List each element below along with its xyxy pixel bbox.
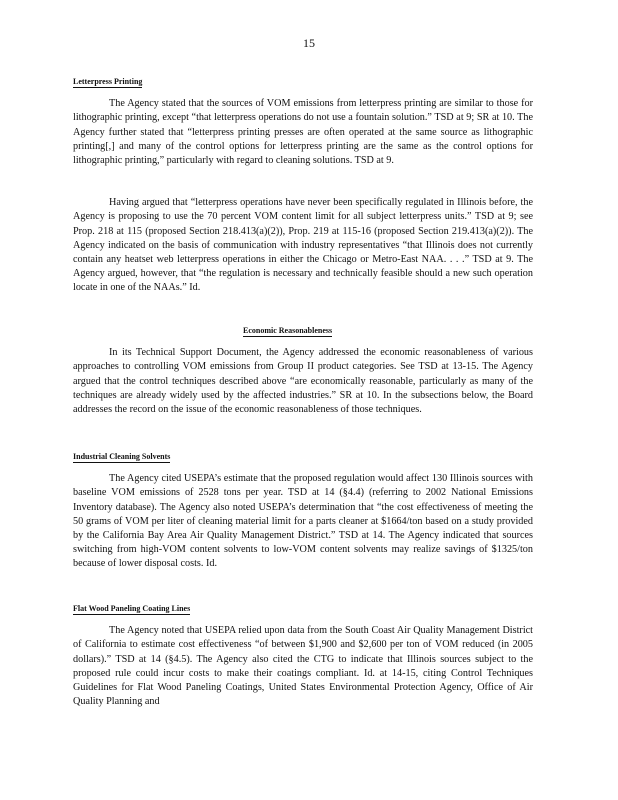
paragraph-industrial-cleaning-solvents: The Agency cited USEPA’s estimate that the proposed regulation would affect 130 Illinois sources with baseline VOM emissions of 2528 tons per year. TSD at 14 (§4.4) (referring to 2002 National Emissions Inventory database). The Agency also noted USEPA’s determination that “the cost effectiveness of meeting the 50 grams of VOM per liter of cleaning material limit for a parts cleaner at $1664/ton based on a study provided by the California Bay Area Air Quality Management District.” TSD at 14. The Agency indicated that sources switching from high-VOM content solvents to low-VOM content solvents may realize savings of $1325/ton because of lower disposal costs. Id.	[73, 473, 533, 570]
paragraph-letterpress-sources: The Agency stated that the sources of VOM emissions from letterpress printing are similar to those for lithographic printing, except “that letterpress operations do not use a fountain solution.” TSD at 9; SR at 10. The Agency further stated that “letterpress printing presses are often operated at the same source as lithographic printing[,] and many of the control options for letterpress printing are the same as the control options for lithographic printing,” particularly with regard to cleaning solutions. TSD at 9.	[73, 98, 533, 166]
page-number: 15	[303, 36, 315, 50]
paragraph-economic-reasonableness: In its Technical Support Document, the Agency addressed the economic reasonableness of various approaches to controlling VOM emissions from Group II product categories. See TSD at 13-15. The Agency argued that the control techniques described above “are economically reasonable, particularly as many of the techniques are already widely used by the affected industries.” SR at 10. In the subsections below, the Board addresses the record on the issue of the economic reasonableness of those techniques.	[73, 347, 533, 415]
paragraph-letterpress-regulation: Having argued that “letterpress operations have never been specifically regulated in Illinois before, the Agency is proposing to use the 70 percent VOM content limit for all subject letterpress units.” TSD at 9; see Prop. 218 at 115 (proposed Section 218.413(a)(2)), Prop. 219 at 115-16 (proposed Section 219.413(a)(2)). The Agency indicated on the basis of communication with industry representatives “that Illinois does not currently contain any heatset web letterpress operations in either the Chicago or Metro-East NAA. . . .” TSD at 9. The Agency argued, however, that “the regulation is necessary and technically feasible should a new such operation locate in one of the NAAs.” Id.	[73, 197, 533, 294]
section-heading-economic-reasonableness: Economic Reasonableness	[243, 326, 333, 335]
paragraph-flat-wood-paneling: The Agency noted that USEPA relied upon data from the South Coast Air Quality Management District of California to estimate cost effectiveness “of between $1,900 and $2,600 per ton of VOM reduced (in 2005 dollars).” TSD at 14 (§4.5). The Agency also cited the CTG to indicate that Illinois sources subject to the proposed rule could incur costs to make their coatings compliant. Id. at 14-15, citing Control Techniques Guidelines for Flat Wood Paneling Coatings, United States Environmental Protection Agency, Office of Air Quality Planning and	[73, 625, 533, 708]
section-heading-letterpress: Letterpress Printing	[73, 77, 143, 86]
section-heading-industrial-cleaning-solvents: Industrial Cleaning Solvents	[73, 452, 171, 461]
section-heading-flat-wood-paneling: Flat Wood Paneling Coating Lines	[73, 604, 191, 613]
